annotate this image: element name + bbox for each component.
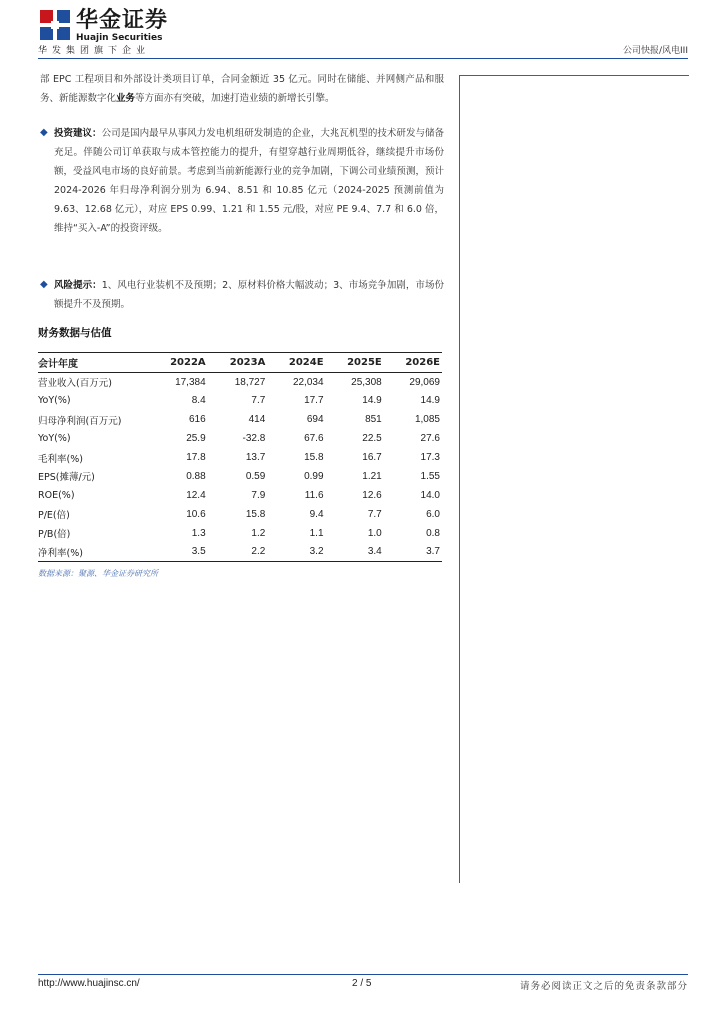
header-divider: [38, 58, 688, 59]
value-cell: 3.5: [191, 546, 206, 558]
row-label-cell: YoY(%): [38, 395, 71, 407]
page-header: [38, 8, 688, 60]
value-cell: 9.4: [309, 508, 324, 520]
table-header-cell: 2024E: [288, 357, 324, 368]
header-slogan: 华发集团旗下企业: [38, 46, 151, 56]
value-cell: 1.21: [362, 470, 382, 482]
value-cell: 16.7: [362, 452, 382, 463]
table-row: [38, 543, 442, 562]
report-type: 公司快报/风电III: [623, 46, 688, 56]
footer-disclaimer: 请务必阅读正文之后的免责条款部分: [519, 981, 688, 992]
row-label-cell: 毛利率(%): [38, 453, 83, 465]
value-cell: 0.59: [245, 470, 266, 482]
sidebar-left-border: [459, 75, 460, 883]
value-cell: 2.2: [251, 546, 266, 558]
value-cell: 8.4: [191, 395, 206, 407]
table-row: [38, 448, 442, 467]
page-number: 2 / 5: [352, 978, 372, 989]
value-cell: 3.2: [309, 546, 324, 558]
risk-warning-block: [40, 276, 444, 314]
table-row: [38, 391, 442, 410]
value-cell: 1.0: [367, 527, 382, 539]
table-header-cell: 2023A: [229, 357, 266, 368]
value-cell: 12.6: [362, 489, 382, 501]
value-cell: 15.8: [245, 508, 266, 520]
table-body: [38, 373, 442, 562]
table-row: [38, 467, 442, 486]
value-cell: 7.9: [251, 489, 266, 501]
intro-paragraph: [40, 70, 444, 108]
value-cell: 17.8: [186, 452, 206, 463]
value-cell: 616: [188, 414, 206, 426]
diamond-bullet-icon: ◆: [40, 279, 48, 290]
investment-advice-text: 公司是国内最早从事风力发电机组研发制造的企业，大兆瓦机型的技术研发与储备充足。伴随公司订单获取与成本管控能力的提升，有望穿越行业周期低谷，继续提升市场份额，受益风电市场的良好前景。考虑到当前新能源行业的竞争加剧，下调公司业绩预测，预计 2024-2026 年归母净利润分别为 6.94、8.51 和 10.85 亿元（2024-2025 预测前值为 9.63、12.68 亿元），对应 EPS 0.99、1.21 和 1.55 元/股，对应 PE 9.4、7.7 和 6.0 倍，维持“买入-A”的投资评级。: [54, 128, 444, 234]
row-label-cell: ROE(%): [38, 489, 75, 501]
value-cell: 1.1: [309, 527, 324, 539]
value-cell: 10.6: [186, 508, 206, 520]
row-label-cell: YoY(%): [38, 433, 71, 445]
row-label-cell: 归母净利润(百万元): [38, 415, 122, 427]
value-cell: 25,308: [351, 376, 382, 388]
value-cell: 7.7: [367, 508, 382, 520]
table-data-source: 数据来源：聚源、华金证券研究所: [38, 569, 158, 578]
financial-table-title: 财务数据与估值: [38, 327, 112, 339]
value-cell: 414: [248, 414, 266, 426]
value-cell: 17.7: [304, 395, 324, 407]
investment-advice-block: [40, 124, 444, 238]
value-cell: 3.4: [367, 546, 382, 558]
value-cell: 13.7: [245, 452, 266, 463]
row-label-cell: 净利率(%): [38, 547, 83, 559]
risk-warning-paragraph: [54, 276, 444, 314]
value-cell: 14.9: [420, 395, 440, 407]
huajin-logo-icon: [40, 10, 70, 40]
row-label-cell: EPS(摊薄/元): [38, 472, 95, 484]
value-cell: 17,384: [175, 376, 206, 388]
value-cell: 3.7: [426, 546, 440, 558]
value-cell: 0.8: [426, 527, 440, 539]
table-header-cell: 2026E: [405, 357, 440, 368]
risk-warning-text: 1、风电行业装机不及预期；2、原材料价格大幅波动；3、市场竞争加剧，市场份额提升不及预期。: [54, 280, 444, 310]
intro-paragraph-block: [40, 70, 444, 108]
logo-english-name: Huajin Securities: [76, 33, 163, 43]
value-cell: 1.55: [420, 470, 440, 482]
footer-website-link[interactable]: http://www.huajinsc.cn/: [38, 978, 140, 989]
value-cell: 7.7: [251, 395, 266, 407]
financial-data-table: [38, 352, 442, 562]
value-cell: 11.6: [304, 489, 324, 501]
investment-advice-title: 投资建议：: [54, 128, 102, 139]
value-cell: 694: [306, 414, 324, 426]
value-cell: 22.5: [362, 433, 382, 445]
value-cell: 29,069: [409, 376, 440, 388]
value-cell: 1.3: [191, 527, 206, 539]
value-cell: 6.0: [426, 508, 440, 520]
table-row: [38, 410, 442, 429]
value-cell: 22,034: [292, 376, 324, 388]
intro-tail-text: 等方面亦有突破，加速打造业绩的新增长引擎。: [135, 93, 335, 104]
value-cell: 14.0: [420, 489, 440, 501]
value-cell: 18,727: [234, 376, 266, 388]
value-cell: 27.6: [420, 433, 440, 445]
value-cell: 1,085: [414, 414, 440, 426]
table-header-cell: 2025E: [347, 357, 382, 368]
value-cell: 67.6: [304, 433, 324, 445]
value-cell: 851: [365, 414, 382, 426]
table-row: [38, 429, 442, 448]
row-label-cell: P/E(倍): [38, 510, 70, 522]
risk-warning-title: 风险提示：: [54, 280, 102, 291]
table-header-cell: 2022A: [170, 357, 206, 368]
diamond-bullet-icon: ◆: [40, 127, 48, 138]
value-cell: 12.4: [186, 489, 206, 501]
value-cell: 14.9: [362, 395, 382, 407]
table-header-row: [38, 353, 442, 373]
value-cell: 0.88: [186, 470, 206, 482]
row-label-cell: 营业收入(百万元): [38, 378, 112, 390]
logo-chinese-name: 华金证券: [76, 8, 169, 33]
table-row: [38, 486, 442, 505]
row-label-cell: P/B(倍): [38, 529, 71, 541]
value-cell: 17.3: [420, 452, 440, 463]
value-cell: 0.99: [304, 470, 324, 482]
table-header-cell: 会计年度: [38, 359, 78, 370]
value-cell: 1.2: [251, 527, 266, 539]
value-cell: 25.9: [186, 433, 206, 445]
value-cell: -32.8: [242, 433, 266, 445]
investment-advice-paragraph: [54, 124, 444, 238]
table-row: [38, 505, 442, 524]
intro-bold-text: 业务: [116, 93, 136, 104]
value-cell: 15.8: [304, 452, 324, 463]
intro-text: 部 EPC 工程项目和外部设计类项目订单，合同金额近 35 亿元。同时在储能、并网侧产品和服务、新能源数字化: [40, 74, 444, 104]
table-row: [38, 524, 442, 543]
sidebar-top-border: [459, 75, 689, 76]
footer-divider: [38, 974, 688, 975]
table-row: [38, 373, 442, 392]
